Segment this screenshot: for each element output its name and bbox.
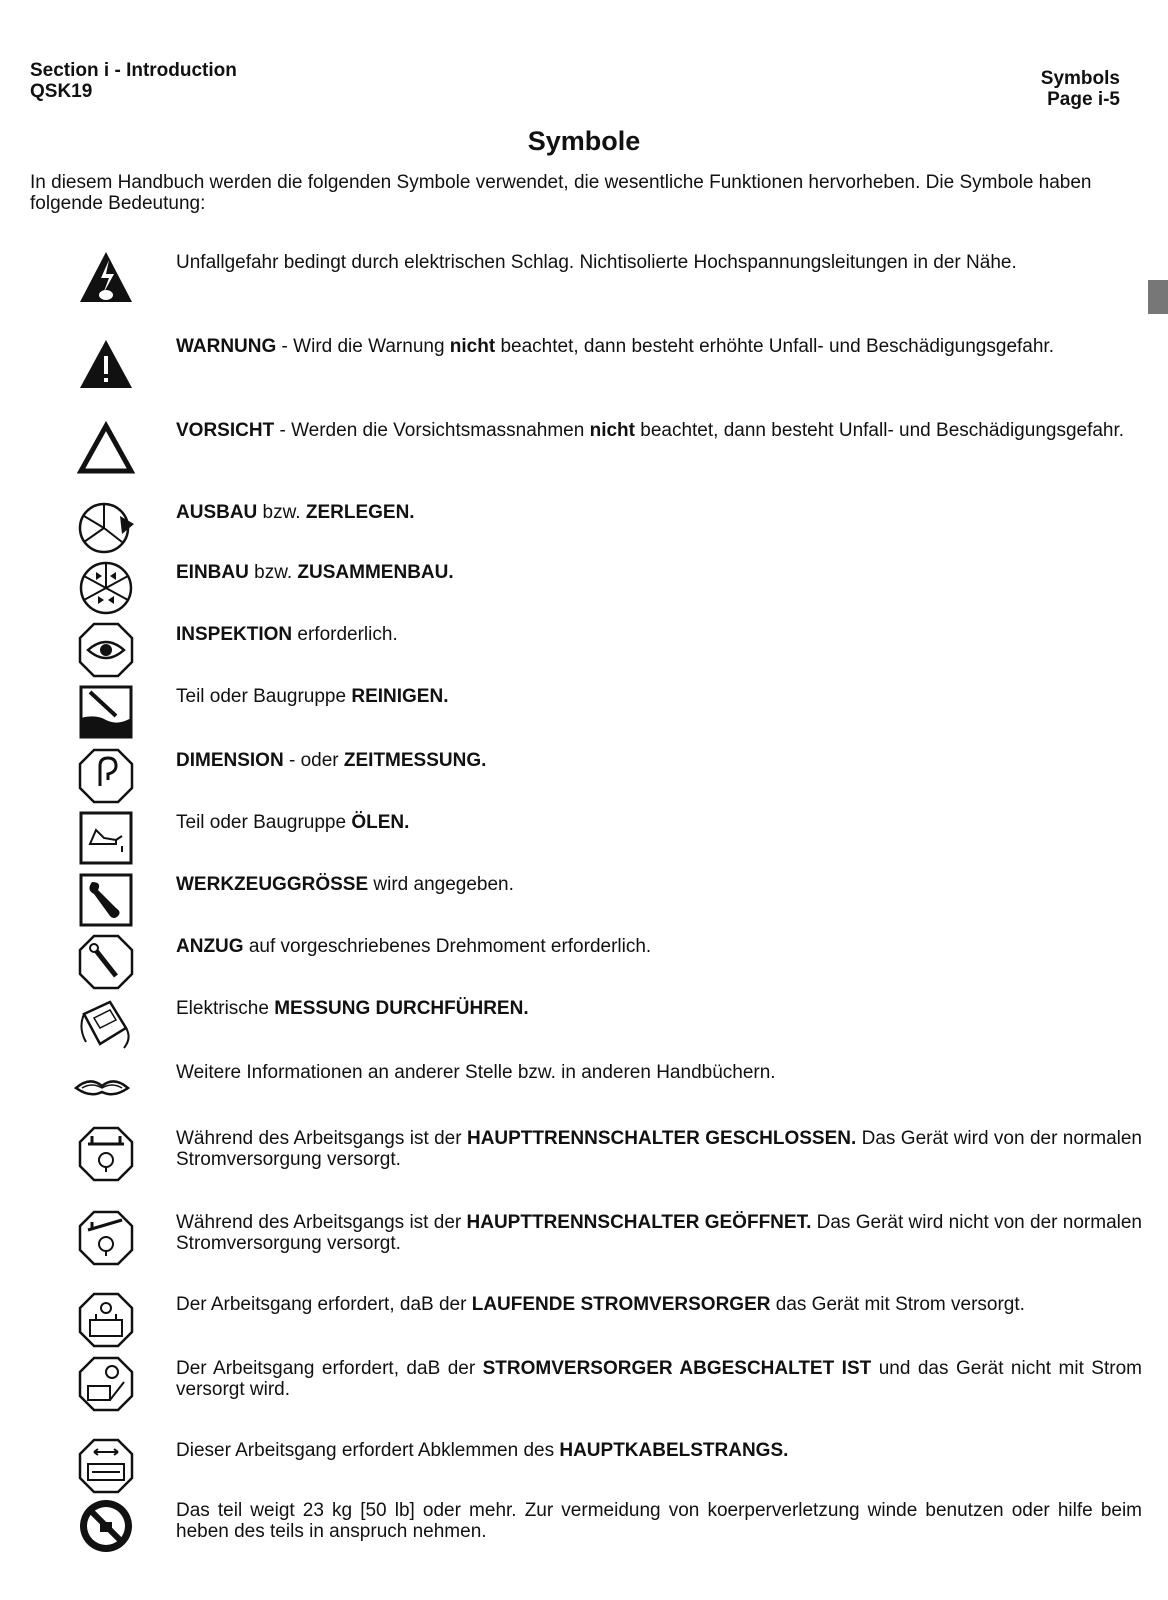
page-number: Page i-5 bbox=[1047, 89, 1120, 110]
emphasis-text: HAUPTKABELSTRANGS. bbox=[559, 1440, 789, 1461]
generator-off-icon bbox=[76, 1354, 136, 1414]
emphasis-text: ANZUG bbox=[176, 936, 244, 957]
description-text: Unfallgefahr bedingt durch elektrischen Schlag. Nichtisolierte Hochspannungsleitungen in der Nähe. bbox=[176, 252, 1017, 273]
emphasis-text: VORSICHT bbox=[176, 420, 275, 441]
emphasis-text: ZERLEGEN. bbox=[305, 502, 415, 523]
torque-wrench-icon bbox=[76, 932, 136, 992]
symbol-description bbox=[176, 874, 1142, 895]
section-label: Section i - Introduction bbox=[30, 60, 237, 81]
model-label: QSK19 bbox=[30, 81, 93, 102]
description-text: auf vorgeschriebenes Drehmoment erforderlich. bbox=[243, 936, 652, 957]
emphasis-text: EINBAU bbox=[176, 562, 249, 583]
description-text: das Gerät mit Strom versorgt. bbox=[770, 1294, 1025, 1315]
description-text: bzw. bbox=[248, 562, 298, 583]
description-text: - Werden die Vorsichtsmassnahmen bbox=[274, 420, 590, 441]
symbol-description bbox=[176, 420, 1142, 441]
symbol-description bbox=[176, 998, 1142, 1019]
warning-triangle-icon bbox=[76, 332, 136, 392]
description-text: - oder bbox=[283, 750, 344, 771]
main-switch-closed-icon bbox=[76, 1124, 136, 1184]
symbol-description bbox=[176, 562, 1142, 583]
symbol-description bbox=[176, 936, 1142, 957]
description-text: Elektrische bbox=[176, 998, 275, 1019]
description-text: Während des Arbeitsgangs ist der bbox=[176, 1128, 467, 1149]
emphasis-text: MESSUNG DURCHFÜHREN. bbox=[274, 998, 529, 1019]
symbol-description bbox=[176, 1062, 1142, 1083]
symbol-description bbox=[176, 812, 1142, 833]
symbol-description bbox=[176, 1358, 1142, 1400]
description-text: beachtet, dann besteht Unfall- und Beschädigungsgefahr. bbox=[634, 420, 1125, 441]
description-text: Teil oder Baugruppe bbox=[176, 686, 352, 707]
emphasis-text: STROMVERSORGER ABGESCHALTET IST bbox=[482, 1358, 872, 1379]
emphasis-text: ZUSAMMENBAU. bbox=[297, 562, 454, 583]
emphasis-text: nicht bbox=[589, 420, 635, 441]
description-text: wird angegeben. bbox=[368, 874, 514, 895]
description-text: Der Arbeitsgang erfordert, daB der bbox=[176, 1358, 483, 1379]
page-edge-tab bbox=[1148, 280, 1168, 314]
header-left bbox=[30, 60, 237, 102]
description-text: und das Gerät nicht mit Strom versorgt wird. bbox=[176, 1358, 1142, 1400]
symbol-description bbox=[176, 1440, 1142, 1461]
description-text: Dieser Arbeitsgang erfordert Abklemmen des bbox=[176, 1440, 560, 1461]
description-text: Weitere Informationen an anderer Stelle bzw. in anderen Handbüchern. bbox=[176, 1062, 776, 1083]
intro-paragraph: In diesem Handbuch werden die folgenden Symbole verwendet, die wesentliche Funktionen hervorheben. Die Symbole haben folgende Bedeutung: bbox=[30, 172, 1092, 214]
emphasis-text: REINIGEN. bbox=[351, 686, 449, 707]
emphasis-text: LAUFENDE STROMVERSORGER bbox=[471, 1294, 771, 1315]
symbol-description bbox=[176, 750, 1142, 771]
description-text: Das Gerät wird von der normalen Stromversorgung versorgt. bbox=[176, 1128, 1143, 1170]
description-text: bzw. bbox=[257, 502, 306, 523]
symbol-description bbox=[176, 1294, 1142, 1315]
symbol-description bbox=[176, 686, 1142, 707]
inspection-eye-icon bbox=[76, 620, 136, 680]
emphasis-text: WERKZEUGGRÖSSE bbox=[176, 874, 369, 895]
emphasis-text: AUSBAU bbox=[176, 502, 258, 523]
topic-label: Symbols bbox=[1040, 68, 1120, 89]
emphasis-text: HAUPTTRENNSCHALTER GEÖFFNET. bbox=[466, 1212, 812, 1233]
oil-can-icon bbox=[76, 808, 136, 868]
emphasis-text: WARNUNG bbox=[176, 336, 277, 357]
description-text: erforderlich. bbox=[292, 624, 398, 645]
emphasis-text: HAUPTTRENNSCHALTER GESCHLOSSEN. bbox=[466, 1128, 857, 1149]
emphasis-text: nicht bbox=[449, 336, 496, 357]
open-book-icon bbox=[72, 1058, 132, 1118]
symbol-description bbox=[176, 252, 1142, 273]
symbol-description bbox=[176, 1212, 1142, 1254]
electric-shock-hazard-icon bbox=[76, 248, 136, 308]
wrench-size-icon bbox=[76, 870, 136, 930]
symbol-description bbox=[176, 1128, 1142, 1170]
page-title: Symbole bbox=[527, 126, 641, 156]
header-right bbox=[1041, 68, 1120, 110]
description-text: Der Arbeitsgang erfordert, daB der bbox=[176, 1294, 472, 1315]
measurement-icon bbox=[76, 746, 136, 806]
description-text: - Wird die Warnung bbox=[276, 336, 450, 357]
emphasis-text: ZEITMESSUNG. bbox=[343, 750, 487, 771]
caution-triangle-icon bbox=[76, 416, 136, 476]
emphasis-text: ÖLEN. bbox=[351, 812, 410, 833]
description-text: Das teil weigt 23 kg [50 lb] oder mehr. Zur vermeidung von koerperverletzung winde benutzen oder hilfe beim heben des teils in anspruch nehmen. bbox=[176, 1500, 1142, 1542]
cleaning-icon bbox=[76, 682, 136, 742]
generator-running-icon bbox=[76, 1290, 136, 1350]
assembly-icon bbox=[76, 558, 136, 618]
symbol-description bbox=[176, 1500, 1142, 1542]
disassembly-icon bbox=[76, 498, 136, 558]
description-text: Das Gerät wird nicht von der normalen Stromversorgung versorgt. bbox=[176, 1212, 1142, 1254]
emphasis-text: INSPEKTION bbox=[176, 624, 293, 645]
description-text: beachtet, dann besteht erhöhte Unfall- und Beschädigungsgefahr. bbox=[495, 336, 1054, 357]
disconnect-harness-icon bbox=[76, 1436, 136, 1496]
description-text: Teil oder Baugruppe bbox=[176, 812, 352, 833]
symbol-description bbox=[176, 624, 1142, 645]
description-text: Während des Arbeitsgangs ist der bbox=[176, 1212, 467, 1233]
symbol-description bbox=[176, 502, 1142, 523]
symbol-description bbox=[176, 336, 1142, 357]
emphasis-text: DIMENSION bbox=[176, 750, 284, 771]
heavy-lift-icon bbox=[76, 1496, 136, 1556]
electrical-meter-icon bbox=[76, 994, 136, 1054]
main-switch-open-icon bbox=[76, 1208, 136, 1268]
